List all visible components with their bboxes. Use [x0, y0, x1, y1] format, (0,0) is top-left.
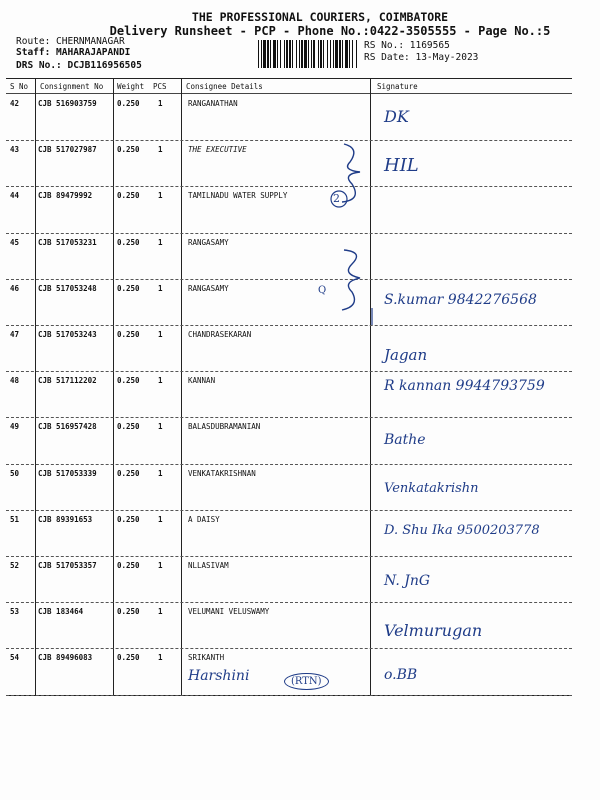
- circle-mark: 2: [333, 192, 340, 205]
- col-sno: S No: [10, 82, 29, 91]
- row-separator: [6, 510, 572, 511]
- row-consignment-no: CJB 89391653: [38, 514, 93, 524]
- row-consignee: BALASDUBRAMANIAN: [188, 422, 261, 432]
- row-pcs: 1: [158, 514, 163, 524]
- row-signature: N. JnG: [384, 573, 431, 589]
- row-pcs: 1: [158, 607, 163, 617]
- row-consignee: A DAISY: [188, 514, 220, 524]
- company-title: THE PROFESSIONAL COURIERS, COIMBATORE: [191, 10, 449, 24]
- row-pcs: 1: [158, 237, 163, 247]
- row-consignee: CHANDRASEKARAN: [188, 330, 252, 339]
- row-separator: [6, 417, 572, 418]
- row-pcs: 1: [158, 422, 163, 432]
- row-weight: 0.250: [117, 514, 140, 524]
- col-consignment: Consignment No: [40, 82, 104, 91]
- row-separator: [6, 371, 572, 372]
- row-signature: S.kumar 9842276568: [384, 291, 537, 308]
- row-sno: 54: [10, 653, 20, 663]
- row-consignment-no: CJB 516957428: [38, 422, 97, 432]
- q-mark: Q: [318, 285, 327, 296]
- row-sno: 49: [10, 422, 20, 432]
- row-consignee: SRIKANTH: [188, 653, 225, 663]
- row-signature: D. Shu Ika 9500203778: [384, 522, 540, 538]
- row-pcs: 1: [158, 283, 163, 293]
- row-separator: [6, 602, 572, 603]
- row-consignment-no: CJB 89496083: [38, 653, 93, 663]
- row-consignment-no: CJB 89479992: [38, 191, 93, 201]
- row-sno: 46: [10, 283, 20, 293]
- row-consignee: RANGASAMY: [188, 283, 229, 293]
- row-weight: 0.250: [117, 145, 140, 155]
- table-top-rule: [6, 78, 572, 79]
- row-weight: 0.250: [117, 330, 140, 339]
- row-weight: 0.250: [117, 99, 140, 108]
- row-sno: 53: [10, 607, 20, 617]
- rs-number: RS No.: 1169565: [364, 40, 450, 51]
- row-consignee: RANGANATHAN: [188, 99, 238, 108]
- runsheet-subtitle: Delivery Runsheet - PCP - Phone No.:0422-3505555 - Page No.:5: [109, 24, 551, 38]
- row-sno: 42: [10, 99, 20, 108]
- row-pcs: 1: [158, 145, 163, 155]
- row-weight: 0.250: [117, 653, 140, 663]
- row-consignment-no: CJB 517053243: [38, 330, 97, 339]
- row-consignee: THE EXECUTIVE: [188, 145, 247, 155]
- handwritten-name: Harshini: [188, 668, 250, 684]
- row-sno: 47: [10, 330, 20, 339]
- row-separator: [6, 556, 572, 557]
- row-separator: [6, 695, 572, 696]
- bracket-mark-1: [330, 140, 380, 330]
- row-pcs: 1: [158, 191, 163, 201]
- row-separator: [6, 279, 572, 280]
- row-separator: [6, 233, 572, 234]
- row-separator: [6, 464, 572, 465]
- row-sno: 44: [10, 191, 20, 201]
- table-header-rule: [6, 93, 572, 94]
- row-consignment-no: CJB 517112202: [38, 376, 97, 386]
- row-consignment-no: CJB 517053357: [38, 561, 97, 570]
- row-pcs: 1: [158, 376, 163, 386]
- col-weight: Weight: [117, 82, 145, 91]
- row-signature: Venkatakrishn: [384, 480, 479, 496]
- row-signature: Jagan: [384, 346, 428, 364]
- barcode-image: [258, 40, 358, 68]
- row-consignee: KANNAN: [188, 376, 216, 386]
- col-signature: Signature: [377, 82, 418, 91]
- row-consignment-no: CJB 517027987: [38, 145, 97, 155]
- row-weight: 0.250: [117, 422, 140, 432]
- row-consignee: VENKATAKRISHNAN: [188, 468, 256, 478]
- row-consignee: RANGASAMY: [188, 237, 229, 247]
- col-consignee: Consignee Details: [186, 82, 263, 91]
- rtn-mark: (RTN): [284, 673, 329, 690]
- row-signature: Velmurugan: [384, 621, 483, 641]
- row-consignment-no: CJB 517053339: [38, 468, 97, 478]
- row-consignment-no: CJB 517053248: [38, 283, 97, 293]
- staff-label: Staff: MAHARAJAPANDI: [16, 47, 131, 58]
- row-separator: [6, 325, 572, 326]
- row-consignee: NLLASIVAM: [188, 561, 229, 570]
- row-consignee: VELUMANI VELUSWAMY: [188, 607, 270, 617]
- row-separator: [6, 140, 572, 141]
- row-signature: HIL: [384, 155, 419, 177]
- row-signature: R kannan 9944793759: [384, 378, 545, 395]
- route-label: Route: CHERNMANAGAR: [16, 36, 125, 47]
- row-sno: 52: [10, 561, 20, 570]
- rs-date: RS Date: 13-May-2023: [364, 52, 479, 63]
- row-weight: 0.250: [117, 191, 140, 201]
- row-signature: DK: [384, 107, 409, 126]
- row-consignment-no: CJB 183464: [38, 607, 84, 617]
- row-pcs: 1: [158, 561, 163, 570]
- col-pcs: PCS: [153, 82, 167, 91]
- row-sno: 48: [10, 376, 20, 386]
- row-weight: 0.250: [117, 237, 140, 247]
- row-separator: [6, 648, 572, 649]
- row-weight: 0.250: [117, 561, 140, 570]
- row-weight: 0.250: [117, 468, 140, 478]
- row-consignee: TAMILNADU WATER SUPPLY: [188, 191, 288, 201]
- row-pcs: 1: [158, 468, 163, 478]
- row-weight: 0.250: [117, 607, 140, 617]
- row-weight: 0.250: [117, 376, 140, 386]
- row-signature: o.BB: [384, 667, 418, 684]
- circle-icon: [329, 189, 349, 209]
- row-pcs: 1: [158, 99, 163, 108]
- row-sno: 51: [10, 514, 20, 524]
- row-consignment-no: CJB 516903759: [38, 99, 97, 108]
- row-consignment-no: CJB 517053231: [38, 237, 97, 247]
- row-pcs: 1: [158, 330, 163, 339]
- row-signature: Bathe: [384, 432, 426, 449]
- row-weight: 0.250: [117, 283, 140, 293]
- row-sno: 45: [10, 237, 20, 247]
- row-sno: 50: [10, 468, 20, 478]
- row-separator: [6, 186, 572, 187]
- drs-number: DRS No.: DCJB116956505: [16, 60, 142, 71]
- row-pcs: 1: [158, 653, 163, 663]
- row-sno: 43: [10, 145, 20, 155]
